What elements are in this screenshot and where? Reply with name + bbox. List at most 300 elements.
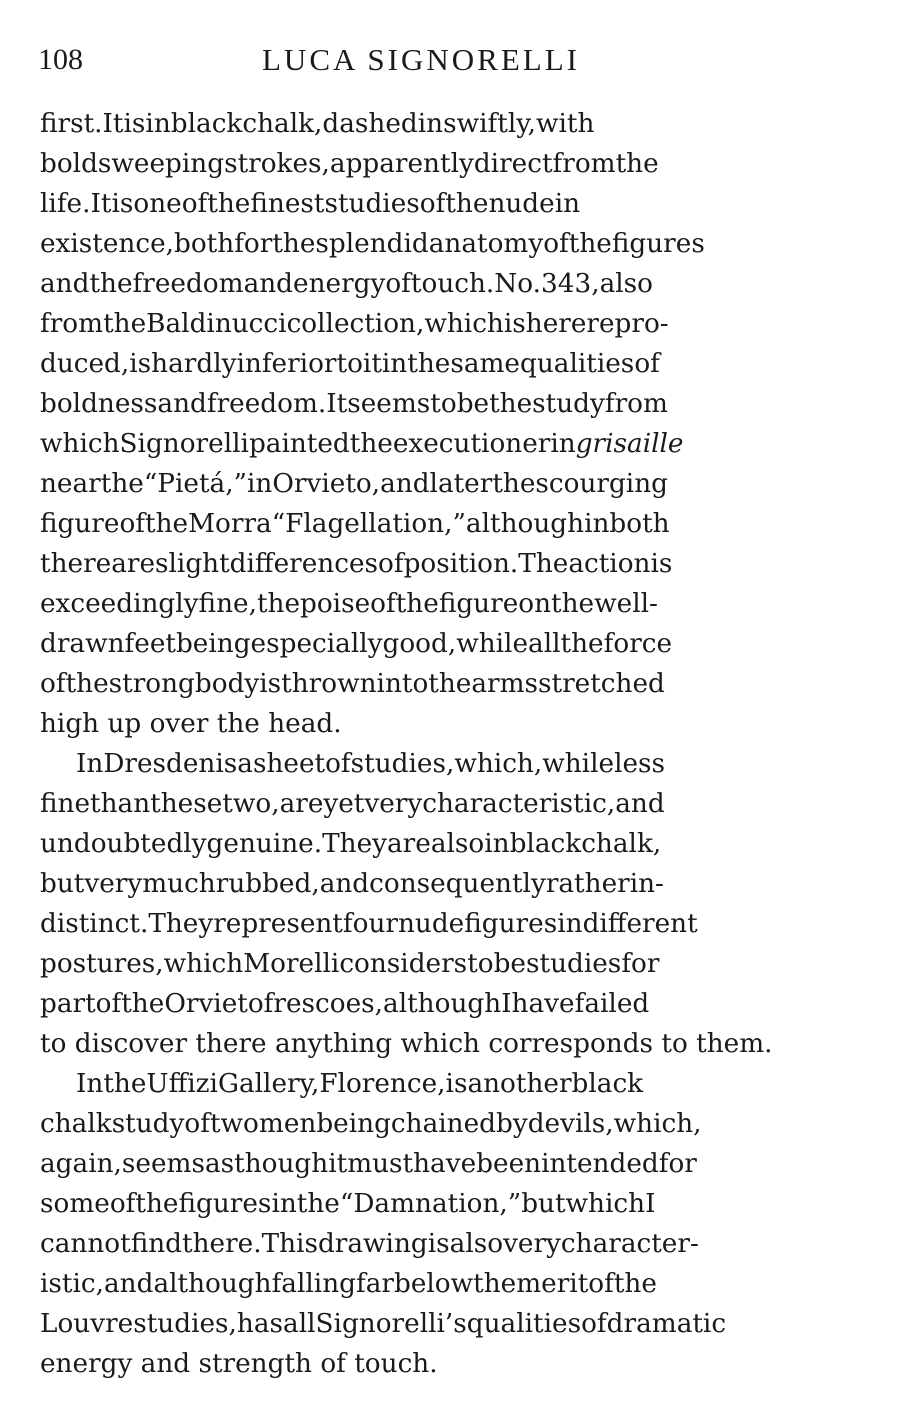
word: They <box>322 829 387 859</box>
word: which, <box>454 749 543 779</box>
word: for <box>658 1149 697 1179</box>
word: find <box>130 1229 182 1259</box>
word: existence, <box>40 229 175 259</box>
word: Louvre <box>40 1309 134 1339</box>
word: though <box>234 1149 329 1179</box>
word: the <box>89 269 133 299</box>
word: is <box>503 309 526 339</box>
word: studies <box>526 949 622 979</box>
text-line <box>40 1264 855 1304</box>
word: from <box>40 309 104 339</box>
word: It <box>326 389 348 419</box>
word: failed <box>574 989 650 1019</box>
word: studies, <box>350 749 455 779</box>
text-line: high up over the head. <box>40 709 342 739</box>
word: distinct. <box>40 909 149 939</box>
word: near <box>40 469 101 499</box>
text-line <box>40 1224 855 1264</box>
word: and <box>103 1269 154 1299</box>
word: into <box>376 669 429 699</box>
word: I <box>501 989 512 1019</box>
word: figure <box>438 589 519 619</box>
text-line <box>40 624 855 664</box>
word: as <box>204 1149 235 1179</box>
word: studies <box>324 189 420 219</box>
word: also <box>449 1229 504 1259</box>
word: the <box>349 429 393 459</box>
word: below <box>393 1269 474 1299</box>
word: differences <box>229 549 379 579</box>
word: again, <box>40 1149 122 1179</box>
word: be <box>493 949 526 979</box>
word: for <box>621 949 660 979</box>
word: the <box>615 149 659 179</box>
word: scourging <box>535 469 668 499</box>
word: and <box>243 269 294 299</box>
word: in <box>145 109 171 139</box>
word: the <box>428 669 472 699</box>
word: all <box>528 629 561 659</box>
word: Orvieto, <box>272 469 381 499</box>
word: Signorelli’s <box>315 1309 467 1339</box>
word: Flagellation,” <box>285 509 466 539</box>
word: it <box>362 349 382 379</box>
word: although <box>465 509 585 539</box>
word: repro- <box>586 309 669 339</box>
word: character- <box>560 1229 699 1259</box>
word: the <box>296 1189 340 1219</box>
word: to <box>467 949 494 979</box>
word: the <box>492 469 536 499</box>
word: the <box>568 229 612 259</box>
text-line <box>40 304 855 344</box>
word: executioner <box>392 429 551 459</box>
word: and <box>615 789 665 819</box>
word: is <box>123 109 146 139</box>
word: action <box>568 549 651 579</box>
word: sweeping <box>97 149 225 179</box>
word: is <box>259 669 282 699</box>
text-line <box>40 504 855 544</box>
word: intended <box>541 1149 659 1179</box>
body-text <box>40 104 855 1384</box>
word: be <box>456 389 490 419</box>
word: chained <box>390 1109 496 1139</box>
word: the <box>560 629 604 659</box>
word: thrown <box>281 669 377 699</box>
word: which <box>163 949 244 979</box>
word: qualities <box>520 349 635 379</box>
word: studies, <box>133 1309 237 1339</box>
text-line <box>40 1144 855 1184</box>
text-line <box>40 784 855 824</box>
word: which <box>565 1189 646 1219</box>
word: the <box>121 989 165 1019</box>
word: but <box>40 869 85 899</box>
word: nude <box>397 909 465 939</box>
word: drawing <box>317 1229 428 1259</box>
word: Dresden <box>103 749 216 779</box>
word: from <box>604 389 668 419</box>
text-line <box>40 824 855 864</box>
word: here <box>525 309 587 339</box>
word: No. <box>494 269 542 299</box>
word: to <box>336 349 363 379</box>
word: fine <box>40 789 91 819</box>
word: splendid <box>315 229 429 259</box>
word: especially <box>250 629 383 659</box>
word: one <box>133 189 182 219</box>
text-line <box>40 1184 855 1224</box>
word: figures <box>611 229 705 259</box>
paragraph-3 <box>40 1064 855 1384</box>
word: in <box>554 189 581 219</box>
word: study <box>532 389 605 419</box>
word: in <box>484 829 510 859</box>
word: “ <box>271 509 286 539</box>
word: are <box>387 829 431 859</box>
word: duced, <box>40 349 130 379</box>
word: dramatic <box>606 1309 727 1339</box>
word: study <box>111 1109 185 1139</box>
word: of <box>581 1309 607 1339</box>
word: and <box>380 469 430 499</box>
word: bold <box>40 149 98 179</box>
text-line <box>40 944 855 984</box>
word: black <box>571 1069 644 1099</box>
word: Orvieto <box>164 989 264 1019</box>
word: swiftly, <box>443 109 536 139</box>
word: chalk, <box>581 829 662 859</box>
word: well- <box>594 589 658 619</box>
word: the <box>135 1189 179 1219</box>
word: from <box>552 149 616 179</box>
text-line <box>40 584 855 624</box>
word: both <box>609 509 670 539</box>
word: genuine. <box>206 829 323 859</box>
word: to <box>430 389 457 419</box>
word: in- <box>629 869 664 899</box>
word: It <box>90 189 112 219</box>
word: the <box>65 669 109 699</box>
word: It <box>102 109 124 139</box>
word: Gallery, <box>217 1069 320 1099</box>
word: of <box>543 229 569 259</box>
word: slight <box>155 549 230 579</box>
word: In <box>76 1069 104 1099</box>
word: undoubtedly <box>40 829 207 859</box>
word: by <box>496 1109 528 1139</box>
text-line: to discover there anything which corresponds to them. <box>40 1029 773 1059</box>
text-line <box>40 984 855 1024</box>
word: the <box>103 1069 147 1099</box>
word: of <box>184 1109 210 1139</box>
text-line: energy and strength of touch. <box>40 1349 438 1379</box>
word: of <box>370 589 396 619</box>
text-line <box>40 1064 855 1104</box>
word: have <box>413 1149 477 1179</box>
word: I <box>645 1189 656 1219</box>
word: the <box>613 1269 657 1299</box>
word: men <box>258 1109 317 1139</box>
word: stretched <box>538 669 665 699</box>
word: feet <box>124 629 176 659</box>
word: freedom <box>132 269 244 299</box>
word: figure <box>40 509 120 539</box>
word: a <box>237 749 253 779</box>
word: very <box>503 1229 561 1259</box>
text-line <box>40 904 855 944</box>
text-line <box>40 464 855 504</box>
word: been <box>476 1149 542 1179</box>
word: and <box>319 869 370 899</box>
word: dashed <box>322 109 418 139</box>
word: is <box>445 1069 468 1099</box>
word: rubbed, <box>215 869 320 899</box>
word: is <box>650 549 673 579</box>
word: far <box>356 1269 394 1299</box>
word: qualities <box>466 1309 582 1339</box>
word: later <box>429 469 493 499</box>
word: finest <box>250 189 325 219</box>
word: very <box>84 869 143 899</box>
running-head <box>0 40 900 84</box>
word: there <box>40 549 112 579</box>
word: different <box>582 909 698 939</box>
word: in <box>381 349 408 379</box>
word: is <box>129 349 152 379</box>
word: force <box>603 629 673 659</box>
word: of <box>181 189 208 219</box>
word: some <box>40 1189 110 1219</box>
word: position. <box>403 549 519 579</box>
word: also <box>430 829 485 859</box>
word: although <box>153 1269 272 1299</box>
word: has <box>236 1309 284 1339</box>
text-line <box>40 104 855 144</box>
word: the <box>207 189 251 219</box>
word: Baldinucci <box>146 309 287 339</box>
word: This <box>261 1229 318 1259</box>
word: characteristic, <box>422 789 616 819</box>
word: is <box>111 189 134 219</box>
word: seems <box>121 1149 205 1179</box>
word: being <box>175 629 251 659</box>
word: inferior <box>236 349 337 379</box>
word: In <box>76 749 104 779</box>
word: frescoes, <box>263 989 384 1019</box>
word: in <box>271 1189 297 1219</box>
word: for <box>234 229 273 259</box>
word: life. <box>40 189 91 219</box>
word: while <box>456 629 529 659</box>
word: of <box>95 989 122 1019</box>
word: the <box>272 229 316 259</box>
text-line <box>40 864 855 904</box>
word: fine, <box>198 589 257 619</box>
text-line <box>40 664 855 704</box>
word: Damnation,” <box>353 1189 522 1219</box>
word: of <box>378 549 404 579</box>
word: all <box>283 1309 316 1339</box>
word: in <box>417 109 444 139</box>
word: consequently <box>369 869 546 899</box>
word: is <box>215 749 238 779</box>
word: “ <box>143 469 158 499</box>
word: Florence, <box>319 1069 446 1099</box>
word: less <box>614 749 666 779</box>
word: on <box>518 589 552 619</box>
word: istic, <box>40 1269 104 1299</box>
word: strong <box>108 669 195 699</box>
word: the <box>100 469 144 499</box>
word: Signorelli <box>119 429 249 459</box>
word: good, <box>382 629 457 659</box>
word: chalk <box>40 1109 112 1139</box>
word: Uffizi <box>146 1069 218 1099</box>
word: in <box>247 469 273 499</box>
paragraph-2 <box>40 744 855 1064</box>
text-line <box>40 424 855 464</box>
word: of <box>40 669 66 699</box>
word: two, <box>222 789 280 819</box>
text-line <box>40 264 855 304</box>
word: They <box>148 909 214 939</box>
text-line <box>40 184 855 224</box>
word: devils, <box>527 1109 614 1139</box>
word: merit <box>516 1269 589 1299</box>
word: in <box>557 909 583 939</box>
text-line <box>40 344 855 384</box>
word: considers <box>339 949 468 979</box>
word: the <box>407 349 451 379</box>
word: another <box>467 1069 572 1099</box>
word: strokes, <box>224 149 330 179</box>
word: body <box>194 669 260 699</box>
text-line <box>40 224 855 264</box>
word: The <box>518 549 569 579</box>
word: there. <box>182 1229 262 1259</box>
word: sheet <box>252 749 326 779</box>
word: very <box>364 789 423 819</box>
text-line <box>40 1304 855 1344</box>
word: these <box>150 789 223 819</box>
word: four <box>342 909 398 939</box>
paragraph-1 <box>40 104 855 744</box>
word: poise <box>300 589 371 619</box>
word: Morra <box>188 509 272 539</box>
word: which, <box>613 1109 702 1139</box>
word: the <box>445 189 489 219</box>
word: of <box>325 749 351 779</box>
page-number: 108 <box>38 43 83 76</box>
word: the <box>489 389 533 419</box>
word: collection, <box>286 309 425 339</box>
word: seems <box>347 389 431 419</box>
word: with <box>535 109 595 139</box>
text-line <box>40 544 855 584</box>
text-line <box>40 1104 855 1144</box>
word: freedom. <box>206 389 327 419</box>
word: “ <box>339 1189 354 1219</box>
word: figures <box>178 1189 272 1219</box>
word: the <box>395 589 439 619</box>
word: in <box>584 509 610 539</box>
word: black <box>170 109 243 139</box>
text-line <box>40 144 855 184</box>
word: also <box>599 269 654 299</box>
word: have <box>511 989 575 1019</box>
word: energy <box>293 269 386 299</box>
word: hardly <box>151 349 237 379</box>
word: is <box>427 1229 450 1259</box>
word: Morelli <box>243 949 340 979</box>
word: cannot <box>40 1229 131 1259</box>
word: Pietá,” <box>157 469 247 499</box>
word: anatomy <box>428 229 544 259</box>
word: postures, <box>40 949 164 979</box>
word: of <box>588 1269 614 1299</box>
word: although <box>383 989 502 1019</box>
word: represent <box>213 909 343 939</box>
word: yet <box>323 789 365 819</box>
word: boldness <box>40 389 158 419</box>
word: than <box>90 789 151 819</box>
word: chalk, <box>242 109 323 139</box>
word: grisaille <box>575 429 684 459</box>
word: apparently <box>329 149 474 179</box>
word: being <box>316 1109 391 1139</box>
word: 343, <box>541 269 600 299</box>
word: rather <box>545 869 630 899</box>
word: direct <box>473 149 553 179</box>
word: black <box>509 829 582 859</box>
word: the <box>473 1269 517 1299</box>
word: the <box>551 589 595 619</box>
word: touch. <box>410 269 495 299</box>
word: of <box>419 189 446 219</box>
word: figures <box>464 909 558 939</box>
word: which <box>424 309 504 339</box>
word: both <box>174 229 235 259</box>
word: of <box>109 1189 136 1219</box>
word: of <box>634 349 660 379</box>
word: two <box>209 1109 259 1139</box>
word: drawn <box>40 629 125 659</box>
word: of <box>385 269 411 299</box>
text-line <box>40 744 855 784</box>
word: it <box>328 1149 348 1179</box>
word: nude <box>488 189 555 219</box>
word: the <box>145 509 189 539</box>
word: of <box>119 509 146 539</box>
running-title: LUCA SIGNORELLI <box>262 42 580 77</box>
word: much <box>142 869 216 899</box>
word: in <box>550 429 576 459</box>
word: and <box>40 269 90 299</box>
word: part <box>40 989 96 1019</box>
word: while <box>542 749 615 779</box>
word: which <box>40 429 120 459</box>
word: exceedingly <box>40 589 199 619</box>
word: same <box>450 349 520 379</box>
word: falling <box>271 1269 356 1299</box>
word: the <box>256 589 301 619</box>
text-line <box>40 384 855 424</box>
word: arms <box>471 669 539 699</box>
word: are <box>111 549 156 579</box>
word: but <box>521 1189 566 1219</box>
